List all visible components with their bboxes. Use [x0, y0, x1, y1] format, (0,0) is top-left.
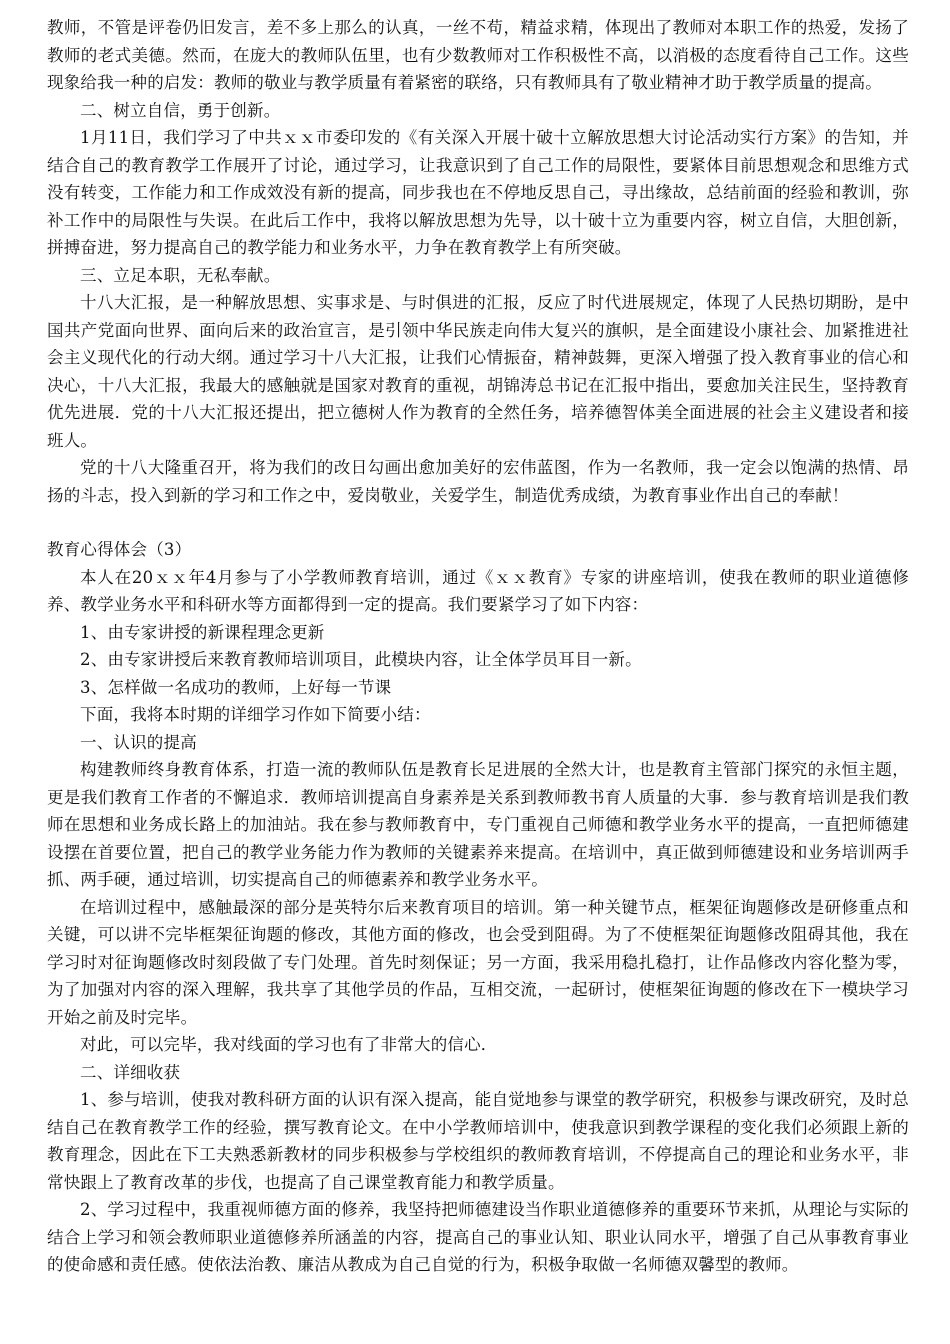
- paragraph-18th-report: 十八大汇报，是一种解放思想、实事求是、与时俱进的汇报，反应了时代进展规定，体现了人民热切期盼，是中国共产党面向世界、面向后来的政治宣言，是引领中华民族走向伟大复兴的旗帜，是全面建设小康社会、加紧推进社会主义现代化的行动大纲。通过学习十八大汇报，让我们心情振奋，精神鼓舞，更深入增强了投入教育事业的信心和决心，十八大汇报，我最大的感触就是国家对教育的重视，胡锦涛总书记在汇报中指出，要愈加关注民生，坚持教育优先进展．党的十八大汇报还提出，把立德树人作为教育的全然任务，培养德智体美全面进展的社会主义建设者和接班人。: [47, 293, 909, 450]
- paragraph-teacher-dedication: 教师，不管是评卷仍旧发言，差不多上那么的认真，一丝不苟，精益求精，体现出了教师对本职工作的热爱，发扬了教师的老式美德。然而，在庞大的教师队伍里，也有少数教师对工作积极性不高，以消极的态度看待自己工作。这些现象给我一种的启发：教师的敬业与教学质量有着紧密的联络，只有教师具有了敬业精神才助于教学质量的提高。: [47, 18, 909, 92]
- paragraph-teacher-education-system: 构建教师终身教育体系，打造一流的教师队伍是教育长足进展的全然大计，也是教育主管部门探究的永恒主题，更是我们教育工作者的不懈追求．教师培训提高自身素养是关系到教师教书育人质量的大事．参与教育培训是我们教师在思想和业务成长路上的加油站。我在参与教师教育中，专门重视自己师德和教学业务水平的提高，一直把师德建设摆在首要位置，把自己的教学业务能力作为教师的关键素养来提高。在培训中，真正做到师德建设和业务培训两手抓、两手硬，通过培训，切实提高自己的师德素养和教学业务水平。: [47, 760, 909, 889]
- list-item: 2、由专家讲授后来教育教师培训项目，此模块内容，让全体学员耳目一新。: [80, 650, 642, 669]
- paragraph-gain-research: 1、参与培训，使我对教科研方面的认识有深入提高，能自觉地参与课堂的教学研究，积极参与课改研究，及时总结自己在教育教学工作的经验，撰写教育论文。在中小学教师培训中，使我意识到教学课程的变化我们必须跟上新的教育理念，因此在下工夫熟悉新教材的同步积极参与学校组织的教师教育培训，不停提高自己的理论和业务水平，非常快跟上了教育改革的步伐，也提高了自己课堂教育能力和教学质量。: [47, 1090, 909, 1192]
- paragraph-training-process: 在培训过程中，感触最深的部分是英特尔后来教育项目的培训。第一种关键节点，框架征询题修改是研修重点和关键，可以讲不完毕框架征询题的修改，其他方面的修改，也会受到阻碍。为了不使框架征询题修改阻碍其他，我在学习时对征询题修改时刻段做了专门处理。首先时刻保证；另一方面，我采用稳扎稳打，让作品修改内容化整为零，为了加强对内容的深入理解，我共享了其他学员的作品，互相交流，一起研讨，使框架征询题的修改在下一模块学习开始之前及时完毕。: [47, 897, 909, 1027]
- paragraph-closing-pledge: 党的十八大隆重召开，将为我们的改日勾画出愈加美好的宏伟蓝图，作为一名教师，我一定会以饱满的热情、昂扬的斗志，投入到新的学习和工作之中，爱岗敬业，关爱学生，制造优秀成绩，为教育事业作出自己的奉献！: [47, 458, 909, 505]
- heading-dedication: 三、立足本职，无私奉献。: [80, 265, 281, 285]
- paragraph-summary-lead: 下面，我将本时期的详细学习作如下简要小结：: [80, 705, 431, 724]
- list-item: 1、由专家讲授的新课程理念更新: [80, 622, 325, 642]
- section-spacer: [47, 509, 909, 536]
- paragraph-study-session: 1月11日，我们学习了中共ｘｘ市委印发的《有关深入开展十破十立解放思想大讨论活动实行方案》的告知，并结合自己的教育教学工作展开了讨论，通过学习，让我意识到了自己工作的局限性，要紧体目前思想观念和思维方式没有转变，工作能力和工作成效没有新的提高，同步我也在不停地反思自己，寻出缘故，总结前面的经验和教训，弥补工作中的局限性与失误。在此后工作中，我将以解放思想为先导，以十破十立为重要内容，树立自信，大胆创新，拼搏奋进，努力提高自己的教学能力和业务水平，力争在教育教学上有所突破。: [47, 128, 909, 257]
- heading-detailed-gains: 二、详细收获: [80, 1062, 181, 1082]
- heading-build-confidence: 二、树立自信，勇于创新。: [80, 100, 281, 120]
- list-item: 3、怎样做一名成功的教师，上好每一节课: [80, 677, 392, 697]
- paragraph-confidence: 对此，可以完毕，我对线面的学习也有了非常大的信心．: [80, 1035, 498, 1054]
- paragraph-gain-ethics: 2、学习过程中，我重视师德方面的修养，我坚持把师德建设当作职业道德修养的重要环节来抓，从理论与实际的结合上学习和领会教师职业道德修养所涵盖的内容，提高自己的事业认知、职业认同水平，增强了自己从事教育事业的使命感和责任感。使依法治教、廉洁从教成为自己自觉的行为，积极争取做一名师德双馨型的教师。: [47, 1200, 909, 1274]
- document-page: [47, 14, 909, 1279]
- paragraph-training-intro: 本人在20ｘｘ年4月参与了小学教师教育培训，通过《ｘｘ教育》专家的讲座培训，使我在教师的职业道德修养、教学业务水平和科研水等方面都得到一定的提高。我们要紧学习了如下内容：: [47, 567, 909, 614]
- heading-understanding: 一、认识的提高: [80, 732, 197, 752]
- section-title: 教育心得体会（3）: [47, 540, 192, 559]
